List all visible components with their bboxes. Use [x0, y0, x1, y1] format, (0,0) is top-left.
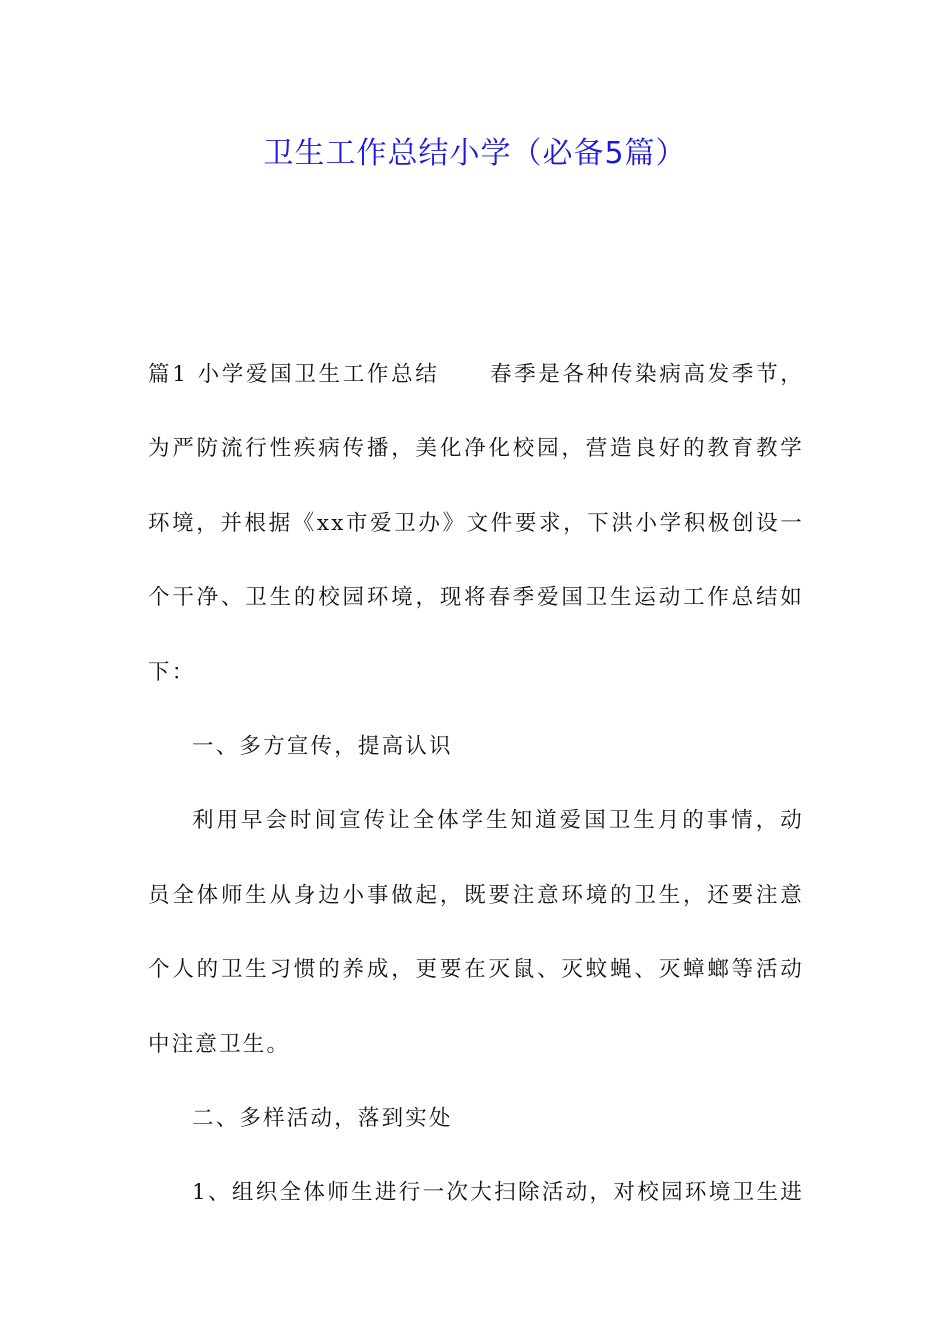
text-line: 为严防流行性疾病传播，美化净化校园，营造良好的教育教学	[148, 436, 804, 462]
text-line: 春季是各种传染病高发季节，	[489, 362, 804, 387]
text-line: 个人的卫生习惯的养成，更要在灭鼠、灭蚊蝇、灭蟑螂等活动	[148, 957, 804, 983]
text-line: 环境，并根据《xx市爱卫办》文件要求，下洪小学积极创设一	[148, 510, 804, 536]
subheading-1: 一、多方宣传，提高认识	[192, 733, 453, 759]
subheading-2: 二、多样活动，落到实处	[192, 1105, 453, 1131]
section-heading: 篇1 小学爱国卫生工作总结	[148, 362, 440, 387]
text-line: 利用早会时间宣传让全体学生知道爱国卫生月的事情，动	[192, 808, 804, 834]
text-line: 中注意卫生。	[148, 1031, 291, 1057]
text-line: 员全体师生从身边小事做起，既要注意环境的卫生，还要注意	[148, 882, 804, 908]
text-line: 个干净、卫生的校园环境，现将春季爱国卫生运动工作总结如	[148, 585, 804, 611]
first-line	[148, 338, 804, 412]
text-line: 下：	[148, 659, 196, 685]
document-title: 卫生工作总结小学（必备5篇）	[263, 136, 687, 171]
document-body	[148, 338, 804, 1231]
text-line: 1、组织全体师生进行一次大扫除活动，对校园环境卫生进	[192, 1180, 804, 1206]
